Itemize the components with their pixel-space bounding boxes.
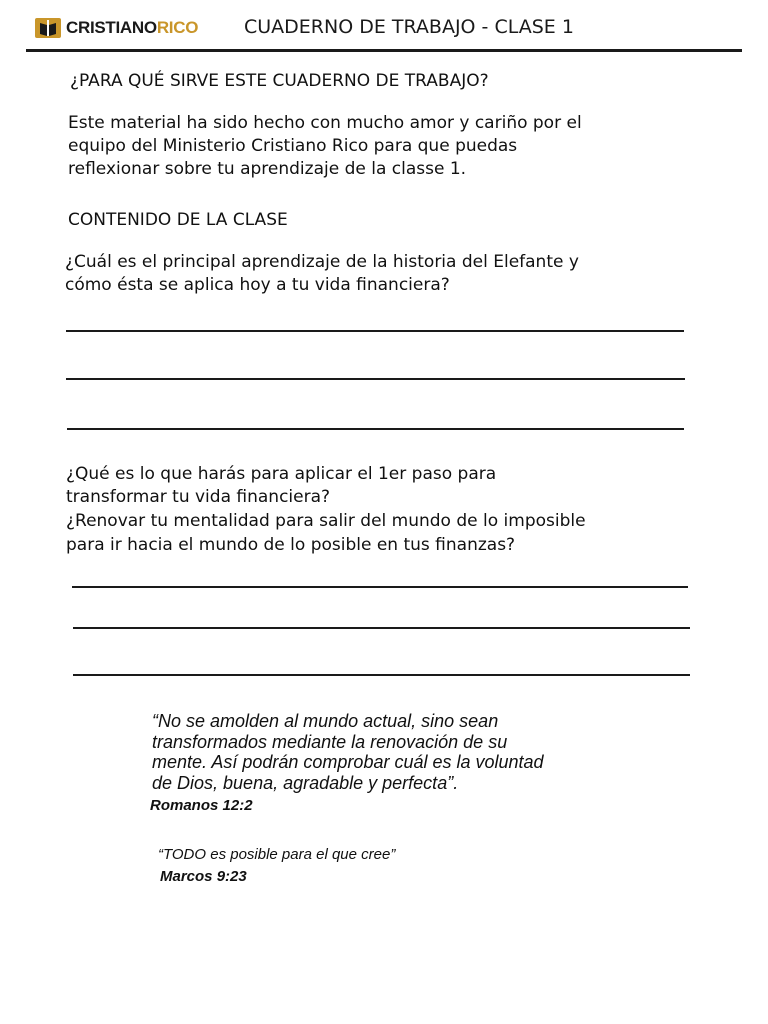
verse-romans-line-2: transformados mediante la renovación de su — [152, 731, 508, 752]
intro-line-3: reflexionar sobre tu aprendizaje de la classe 1. — [68, 159, 467, 179]
page-title: CUADERNO DE TRABAJO - CLASE 1 — [244, 16, 574, 38]
question-1-line-2: cómo ésta se aplica hoy a tu vida financiera? — [65, 275, 450, 295]
answer-line-2-2[interactable] — [73, 627, 690, 629]
cristiano-rico-logo — [34, 15, 198, 41]
verse-romans-reference: Romanos 12:2 — [150, 797, 253, 814]
answer-line-2-1[interactable] — [72, 586, 688, 588]
verse-marcos-reference: Marcos 9:23 — [160, 868, 247, 885]
intro-heading: ¿PARA QUÉ SIRVE ESTE CUADERNO DE TRABAJO? — [70, 71, 489, 91]
logo-emblem-icon — [34, 16, 62, 40]
answer-line-2-3[interactable] — [73, 674, 690, 676]
answer-line-1-2[interactable] — [66, 378, 685, 380]
question-2-line-1: ¿Qué es lo que harás para aplicar el 1er paso para — [66, 464, 497, 484]
verse-romans-quote — [152, 711, 544, 793]
verse-romans-line-3: mente. Así podrán comprobar cuál es la voluntad — [152, 752, 544, 773]
question-2-line-4: para ir hacia el mundo de lo posible en tus finanzas? — [66, 535, 516, 555]
page-header — [0, 0, 768, 56]
verse-romans-line-4: de Dios, buena, agradable y perfecta”. — [152, 772, 459, 793]
question-2-line-2: transformar tu vida financiera? — [66, 487, 331, 507]
verse-marcos-quote: “TODO es posible para el que cree” — [158, 846, 396, 863]
logo-wordmark: CRISTIANORICO — [66, 18, 199, 37]
answer-line-1-3[interactable] — [67, 428, 684, 430]
content-heading: CONTENIDO DE LA CLASE — [68, 210, 288, 230]
answer-line-1-1[interactable] — [66, 330, 684, 332]
intro-line-2: equipo del Ministerio Cristiano Rico para que puedas — [68, 136, 518, 156]
header-divider — [26, 49, 742, 52]
verse-romans-line-1: “No se amolden al mundo actual, sino sean — [152, 711, 499, 731]
intro-line-1: Este material ha sido hecho con mucho amor y cariño por el — [68, 113, 582, 133]
question-2-line-3: ¿Renovar tu mentalidad para salir del mundo de lo imposible — [66, 511, 586, 531]
question-1-line-1: ¿Cuál es el principal aprendizaje de la historia del Elefante y — [65, 252, 579, 272]
